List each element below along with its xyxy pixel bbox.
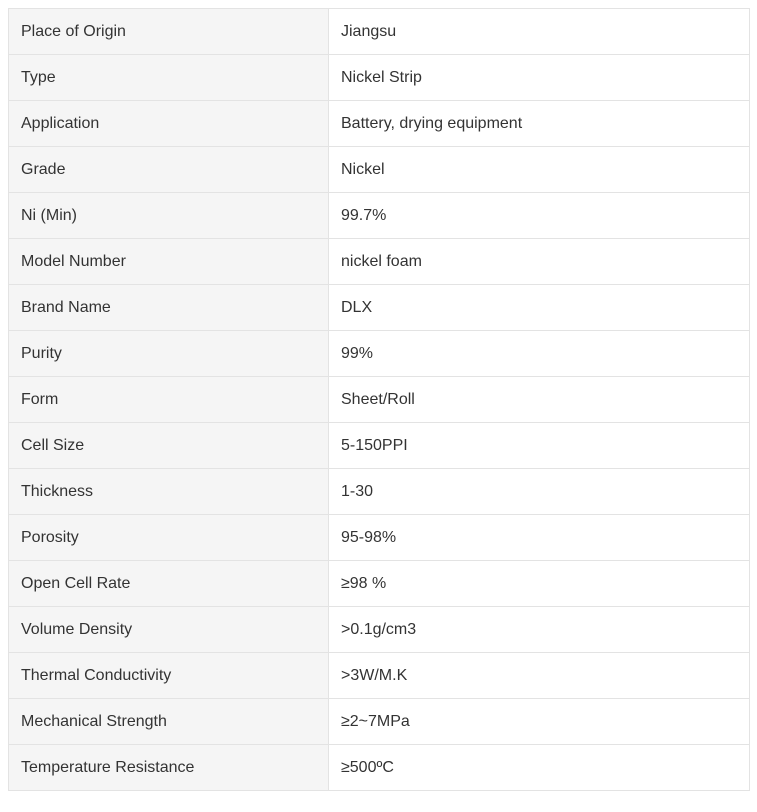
row-value: ≥500ºC (329, 745, 750, 791)
row-value: 95-98% (329, 515, 750, 561)
table-row (9, 607, 750, 653)
row-value: >3W/M.K (329, 653, 750, 699)
row-value: Sheet/Roll (329, 377, 750, 423)
row-label: Type (9, 55, 329, 101)
row-label: Thermal Conductivity (9, 653, 329, 699)
table-row (9, 377, 750, 423)
row-value: ≥2~7MPa (329, 699, 750, 745)
table-row (9, 515, 750, 561)
table-row (9, 745, 750, 791)
row-label: Temperature Resistance (9, 745, 329, 791)
table-row (9, 101, 750, 147)
row-label: Ni (Min) (9, 193, 329, 239)
table-row (9, 469, 750, 515)
row-label: Form (9, 377, 329, 423)
row-value: nickel foam (329, 239, 750, 285)
row-label: Application (9, 101, 329, 147)
row-label: Model Number (9, 239, 329, 285)
row-label: Purity (9, 331, 329, 377)
row-value: DLX (329, 285, 750, 331)
table-row (9, 193, 750, 239)
table-row (9, 55, 750, 101)
row-value: Jiangsu (329, 9, 750, 55)
row-value: 1-30 (329, 469, 750, 515)
row-value: Battery, drying equipment (329, 101, 750, 147)
table-row (9, 147, 750, 193)
row-value: Nickel (329, 147, 750, 193)
row-label: Cell Size (9, 423, 329, 469)
spec-table-body (9, 9, 750, 791)
row-value: 5-150PPI (329, 423, 750, 469)
table-row (9, 9, 750, 55)
row-value: 99.7% (329, 193, 750, 239)
row-label: Brand Name (9, 285, 329, 331)
row-label: Porosity (9, 515, 329, 561)
table-row (9, 423, 750, 469)
row-value: >0.1g/cm3 (329, 607, 750, 653)
row-label: Thickness (9, 469, 329, 515)
row-value: 99% (329, 331, 750, 377)
row-label: Open Cell Rate (9, 561, 329, 607)
row-label: Grade (9, 147, 329, 193)
row-label: Volume Density (9, 607, 329, 653)
table-row (9, 285, 750, 331)
table-row (9, 239, 750, 285)
table-row (9, 653, 750, 699)
row-value: Nickel Strip (329, 55, 750, 101)
row-label: Place of Origin (9, 9, 329, 55)
table-row (9, 561, 750, 607)
row-label: Mechanical Strength (9, 699, 329, 745)
table-row (9, 699, 750, 745)
table-row (9, 331, 750, 377)
row-value: ≥98 % (329, 561, 750, 607)
spec-table (8, 8, 750, 791)
